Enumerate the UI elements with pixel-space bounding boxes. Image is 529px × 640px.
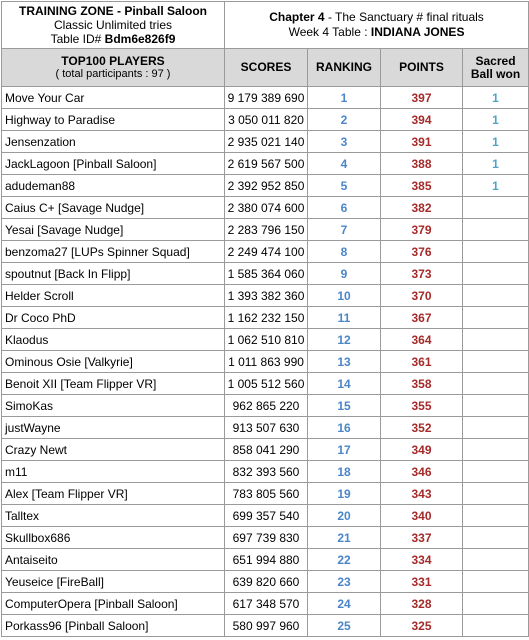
player-score: 639 820 660	[225, 571, 308, 593]
player-name: justWayne	[2, 417, 225, 439]
player-name: benzoma27 [LUPs Spinner Squad]	[2, 241, 225, 263]
sacred-ball-won	[463, 549, 529, 571]
sacred-ball-won	[463, 615, 529, 637]
table-row	[2, 285, 529, 307]
player-name: Alex [Team Flipper VR]	[2, 483, 225, 505]
player-ranking: 24	[308, 593, 381, 615]
player-score: 2 283 796 150	[225, 219, 308, 241]
player-ranking: 15	[308, 395, 381, 417]
player-points: 331	[381, 571, 463, 593]
player-score: 1 005 512 560	[225, 373, 308, 395]
table-row	[2, 263, 529, 285]
player-points: 343	[381, 483, 463, 505]
table-row	[2, 571, 529, 593]
player-rows	[2, 87, 529, 637]
player-ranking: 10	[308, 285, 381, 307]
sacred-ball-won	[463, 285, 529, 307]
table-row	[2, 131, 529, 153]
table-row	[2, 153, 529, 175]
table-row	[2, 373, 529, 395]
sacred-ball-won	[463, 417, 529, 439]
player-score: 651 994 880	[225, 549, 308, 571]
player-ranking: 19	[308, 483, 381, 505]
player-score: 2 249 474 100	[225, 241, 308, 263]
player-score: 1 011 863 990	[225, 351, 308, 373]
player-name: JackLagoon [Pinball Saloon]	[2, 153, 225, 175]
player-score: 2 392 952 850	[225, 175, 308, 197]
player-ranking: 25	[308, 615, 381, 637]
player-ranking: 7	[308, 219, 381, 241]
table-row	[2, 527, 529, 549]
player-name: Yesai [Savage Nudge]	[2, 219, 225, 241]
player-ranking: 12	[308, 329, 381, 351]
sacred-ball-won: 1	[463, 175, 529, 197]
col-header-ball: Sacred Ball won	[463, 49, 529, 87]
player-name: Dr Coco PhD	[2, 307, 225, 329]
player-name: Antaiseito	[2, 549, 225, 571]
player-score: 962 865 220	[225, 395, 308, 417]
sacred-ball-won	[463, 593, 529, 615]
player-ranking: 8	[308, 241, 381, 263]
player-ranking: 9	[308, 263, 381, 285]
player-name: Caius C+ [Savage Nudge]	[2, 197, 225, 219]
player-points: 370	[381, 285, 463, 307]
player-ranking: 4	[308, 153, 381, 175]
player-name: SimoKas	[2, 395, 225, 417]
col-header-players: TOP100 PLAYERS ( total participants : 97 )	[2, 49, 225, 87]
player-score: 913 507 630	[225, 417, 308, 439]
player-points: 367	[381, 307, 463, 329]
player-ranking: 18	[308, 461, 381, 483]
player-name: Porkass96 [Pinball Saloon]	[2, 615, 225, 637]
player-points: 358	[381, 373, 463, 395]
player-points: 388	[381, 153, 463, 175]
table-info	[2, 2, 225, 49]
player-name: spoutnut [Back In Flipp]	[2, 263, 225, 285]
player-points: 355	[381, 395, 463, 417]
player-name: Crazy Newt	[2, 439, 225, 461]
sacred-ball-won	[463, 439, 529, 461]
player-ranking: 13	[308, 351, 381, 373]
sacred-ball-won	[463, 329, 529, 351]
player-ranking: 20	[308, 505, 381, 527]
player-ranking: 23	[308, 571, 381, 593]
sacred-ball-won	[463, 197, 529, 219]
player-score: 1 062 510 810	[225, 329, 308, 351]
player-ranking: 2	[308, 109, 381, 131]
player-ranking: 14	[308, 373, 381, 395]
sacred-ball-won	[463, 219, 529, 241]
sacred-ball-won	[463, 373, 529, 395]
sacred-ball-won: 1	[463, 153, 529, 175]
player-score: 858 041 290	[225, 439, 308, 461]
player-ranking: 21	[308, 527, 381, 549]
sacred-ball-won	[463, 263, 529, 285]
table-row	[2, 241, 529, 263]
player-points: 364	[381, 329, 463, 351]
sacred-ball-won	[463, 241, 529, 263]
player-points: 382	[381, 197, 463, 219]
player-points: 346	[381, 461, 463, 483]
sacred-ball-won	[463, 527, 529, 549]
player-points: 379	[381, 219, 463, 241]
player-score: 1 585 364 060	[225, 263, 308, 285]
player-score: 783 805 560	[225, 483, 308, 505]
sacred-ball-won: 1	[463, 131, 529, 153]
table-row	[2, 395, 529, 417]
table-row	[2, 87, 529, 109]
player-score: 1 393 382 360	[225, 285, 308, 307]
info-row	[2, 2, 529, 49]
player-points: 373	[381, 263, 463, 285]
player-name: Highway to Paradise	[2, 109, 225, 131]
sacred-ball-won	[463, 395, 529, 417]
leaderboard-table	[1, 1, 529, 637]
player-name: Move Your Car	[2, 87, 225, 109]
player-name: adudeman88	[2, 175, 225, 197]
player-score: 2 380 074 600	[225, 197, 308, 219]
table-row	[2, 175, 529, 197]
table-row	[2, 197, 529, 219]
player-ranking: 1	[308, 87, 381, 109]
table-row	[2, 615, 529, 637]
player-ranking: 6	[308, 197, 381, 219]
player-points: 337	[381, 527, 463, 549]
col-header-scores: SCORES	[225, 49, 308, 87]
chapter-info	[225, 2, 529, 49]
player-ranking: 22	[308, 549, 381, 571]
table-row	[2, 483, 529, 505]
player-points: 397	[381, 87, 463, 109]
player-points: 352	[381, 417, 463, 439]
player-name: ComputerOpera [Pinball Saloon]	[2, 593, 225, 615]
table-row	[2, 109, 529, 131]
player-score: 9 179 389 690	[225, 87, 308, 109]
player-ranking: 3	[308, 131, 381, 153]
player-score: 580 997 960	[225, 615, 308, 637]
player-name: Ominous Osie [Valkyrie]	[2, 351, 225, 373]
player-points: 394	[381, 109, 463, 131]
player-ranking: 11	[308, 307, 381, 329]
zone-title: TRAINING ZONE - Pinball Saloon	[18, 4, 207, 18]
player-name: Benoit XII [Team Flipper VR]	[2, 373, 225, 395]
player-points: 376	[381, 241, 463, 263]
player-points: 340	[381, 505, 463, 527]
week-table: Week 4 Table : INDIANA JONES	[288, 25, 465, 39]
sacred-ball-won	[463, 307, 529, 329]
player-name: Talltex	[2, 505, 225, 527]
header-row	[2, 49, 529, 87]
table-row	[2, 461, 529, 483]
player-score: 3 050 011 820	[225, 109, 308, 131]
player-ranking: 17	[308, 439, 381, 461]
table-id: Table ID# Bdm6e826f9	[50, 32, 176, 46]
player-points: 349	[381, 439, 463, 461]
player-points: 328	[381, 593, 463, 615]
player-points: 391	[381, 131, 463, 153]
col-header-ranking: RANKING	[308, 49, 381, 87]
table-row	[2, 417, 529, 439]
table-row	[2, 351, 529, 373]
player-score: 832 393 560	[225, 461, 308, 483]
table-row	[2, 593, 529, 615]
sacred-ball-won	[463, 571, 529, 593]
player-score: 1 162 232 150	[225, 307, 308, 329]
player-ranking: 16	[308, 417, 381, 439]
player-points: 385	[381, 175, 463, 197]
col-header-points: POINTS	[381, 49, 463, 87]
player-name: Yeuseice [FireBall]	[2, 571, 225, 593]
table-row	[2, 439, 529, 461]
sacred-ball-won	[463, 351, 529, 373]
mode-label: Classic Unlimited tries	[53, 18, 173, 32]
player-score: 2 935 021 140	[225, 131, 308, 153]
table-row	[2, 505, 529, 527]
player-points: 334	[381, 549, 463, 571]
table-row	[2, 219, 529, 241]
chapter-title: Chapter 4 - The Sanctuary # final rituals	[269, 10, 484, 24]
player-name: Jensenzation	[2, 131, 225, 153]
player-score: 617 348 570	[225, 593, 308, 615]
player-points: 361	[381, 351, 463, 373]
sacred-ball-won: 1	[463, 109, 529, 131]
sacred-ball-won: 1	[463, 87, 529, 109]
table-row	[2, 329, 529, 351]
player-points: 325	[381, 615, 463, 637]
player-name: Klaodus	[2, 329, 225, 351]
sacred-ball-won	[463, 461, 529, 483]
player-score: 697 739 830	[225, 527, 308, 549]
sacred-ball-won	[463, 505, 529, 527]
sacred-ball-won	[463, 483, 529, 505]
player-score: 699 357 540	[225, 505, 308, 527]
player-name: Skullbox686	[2, 527, 225, 549]
player-name: Helder Scroll	[2, 285, 225, 307]
player-score: 2 619 567 500	[225, 153, 308, 175]
table-row	[2, 549, 529, 571]
table-row	[2, 307, 529, 329]
player-ranking: 5	[308, 175, 381, 197]
player-name: m11	[2, 461, 225, 483]
